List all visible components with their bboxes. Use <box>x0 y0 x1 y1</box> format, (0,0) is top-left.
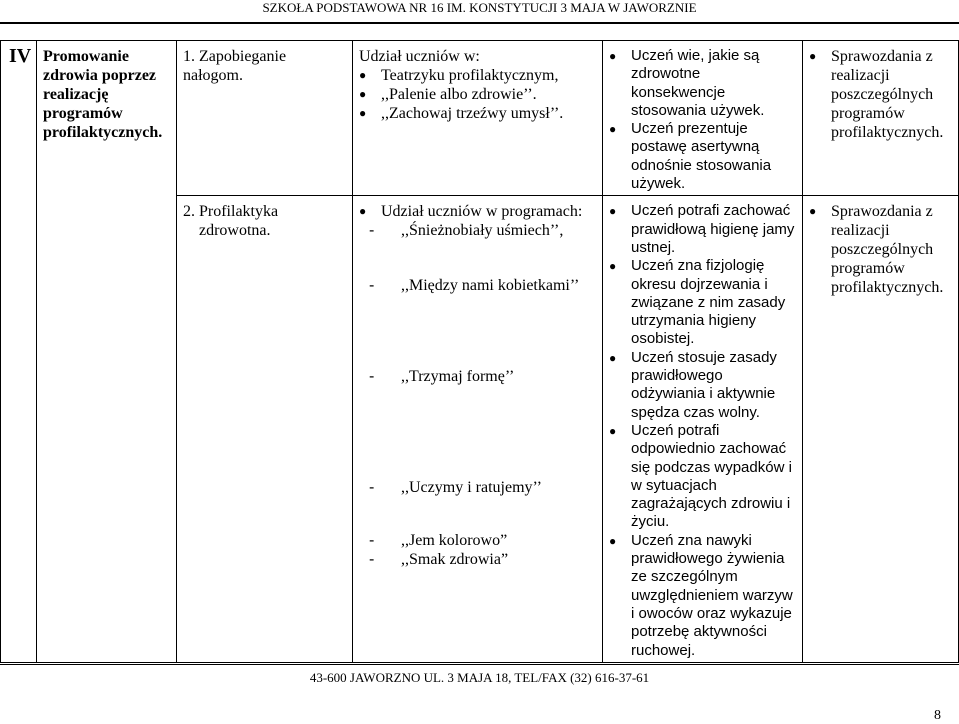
forms2-intro-list <box>359 202 596 221</box>
list-item: - ,,Trzymaj formę’’ <box>363 367 596 386</box>
outcomes-cell-2 <box>603 196 803 662</box>
forms1-intro: Udział uczniów w: <box>359 48 480 65</box>
page-footer <box>0 670 959 686</box>
forms1-list <box>359 66 596 123</box>
forms-cell-2 <box>353 196 603 662</box>
outcomes-cell-1 <box>603 41 803 196</box>
list-item: ● Uczeń potrafi odpowiednio zachować się podczas wypadków i w sytuacjach zagrażających zdrowiu i życiu. <box>609 422 796 532</box>
table-row <box>1 41 959 196</box>
eval-cell-2 <box>803 196 959 662</box>
list-item: ● Uczeń zna nawyki prawidłowego żywienia ze szczególnym uwzględnieniem warzyw i owoców oraz wykazuje potrzebę aktywności ruchowej. <box>609 532 796 660</box>
list-item: ● Sprawozdania z realizacji poszczególnych programów profilaktycznych. <box>809 202 952 297</box>
outcomes2-list <box>609 202 796 659</box>
area-cell <box>37 41 177 663</box>
row-number: IV <box>1 41 37 663</box>
page-header <box>0 0 959 20</box>
list-item: ● ,,Zachowaj trzeźwy umysł’’. <box>359 104 596 123</box>
list-item: ● Uczeń potrafi zachować prawidłową higienę jamy ustnej. <box>609 202 796 257</box>
page-number: 8 <box>934 708 941 723</box>
list-item: ● Uczeń prezentuje postawę asertywną odnośnie stosowania używek. <box>609 120 796 193</box>
list-item: ● ,,Palenie albo zdrowie’’. <box>359 85 596 104</box>
school-name: SZKOŁA PODSTAWOWA NR 16 IM. KONSTYTUCJI 3 MAJA W JAWORZNIE <box>262 0 697 15</box>
eval2-list <box>809 202 952 297</box>
list-item: ● Uczeń wie, jakie są zdrowotne konsekwencje stosowania używek. <box>609 47 796 120</box>
task-1: 1. Zapobieganie nałogom. <box>183 48 287 84</box>
area-text: Promowanie zdrowia poprzez realizację programów profilaktycznych. <box>43 48 163 141</box>
outcomes1-list <box>609 47 796 193</box>
list-item: - ,,Jem kolorowo” <box>363 531 596 550</box>
forms2-list <box>359 221 596 569</box>
list-item: ● Uczeń zna fizjologię okresu dojrzewania i związane z nim zasady utrzymania higieny osobistej. <box>609 257 796 348</box>
forms-cell-1 <box>353 41 603 196</box>
list-item: - ,,Uczymy i ratujemy’’ <box>363 478 596 497</box>
task-cell-1 <box>177 41 353 196</box>
list-item: ● Sprawozdania z realizacji poszczególnych programów profilaktycznych. <box>809 47 952 142</box>
list-item: ● Teatrzyku profilaktycznym, <box>359 66 596 85</box>
task-2-number: 2. <box>183 203 195 221</box>
task-2: Profilaktyka zdrowotna. <box>199 203 279 240</box>
header-rule <box>0 22 959 24</box>
list-item: - ,,Między nami kobietkami’’ <box>363 276 596 295</box>
school-address: 43-600 JAWORZNO UL. 3 MAJA 18, TEL/FAX (32) 616-37-61 <box>309 670 650 685</box>
list-item: - ,,Śnieżnobiały uśmiech’’, <box>363 221 596 240</box>
list-item: ● Udział uczniów w programach: <box>359 202 596 221</box>
list-item: - ,,Smak zdrowia” <box>363 550 596 569</box>
eval-cell-1 <box>803 41 959 196</box>
eval1-list <box>809 47 952 142</box>
list-item: ● Uczeń stosuje zasady prawidłowego odżywiania i aktywnie spędza czas wolny. <box>609 349 796 422</box>
task-cell-2 <box>177 196 353 662</box>
footer-rule <box>0 664 959 665</box>
program-table <box>0 40 959 663</box>
